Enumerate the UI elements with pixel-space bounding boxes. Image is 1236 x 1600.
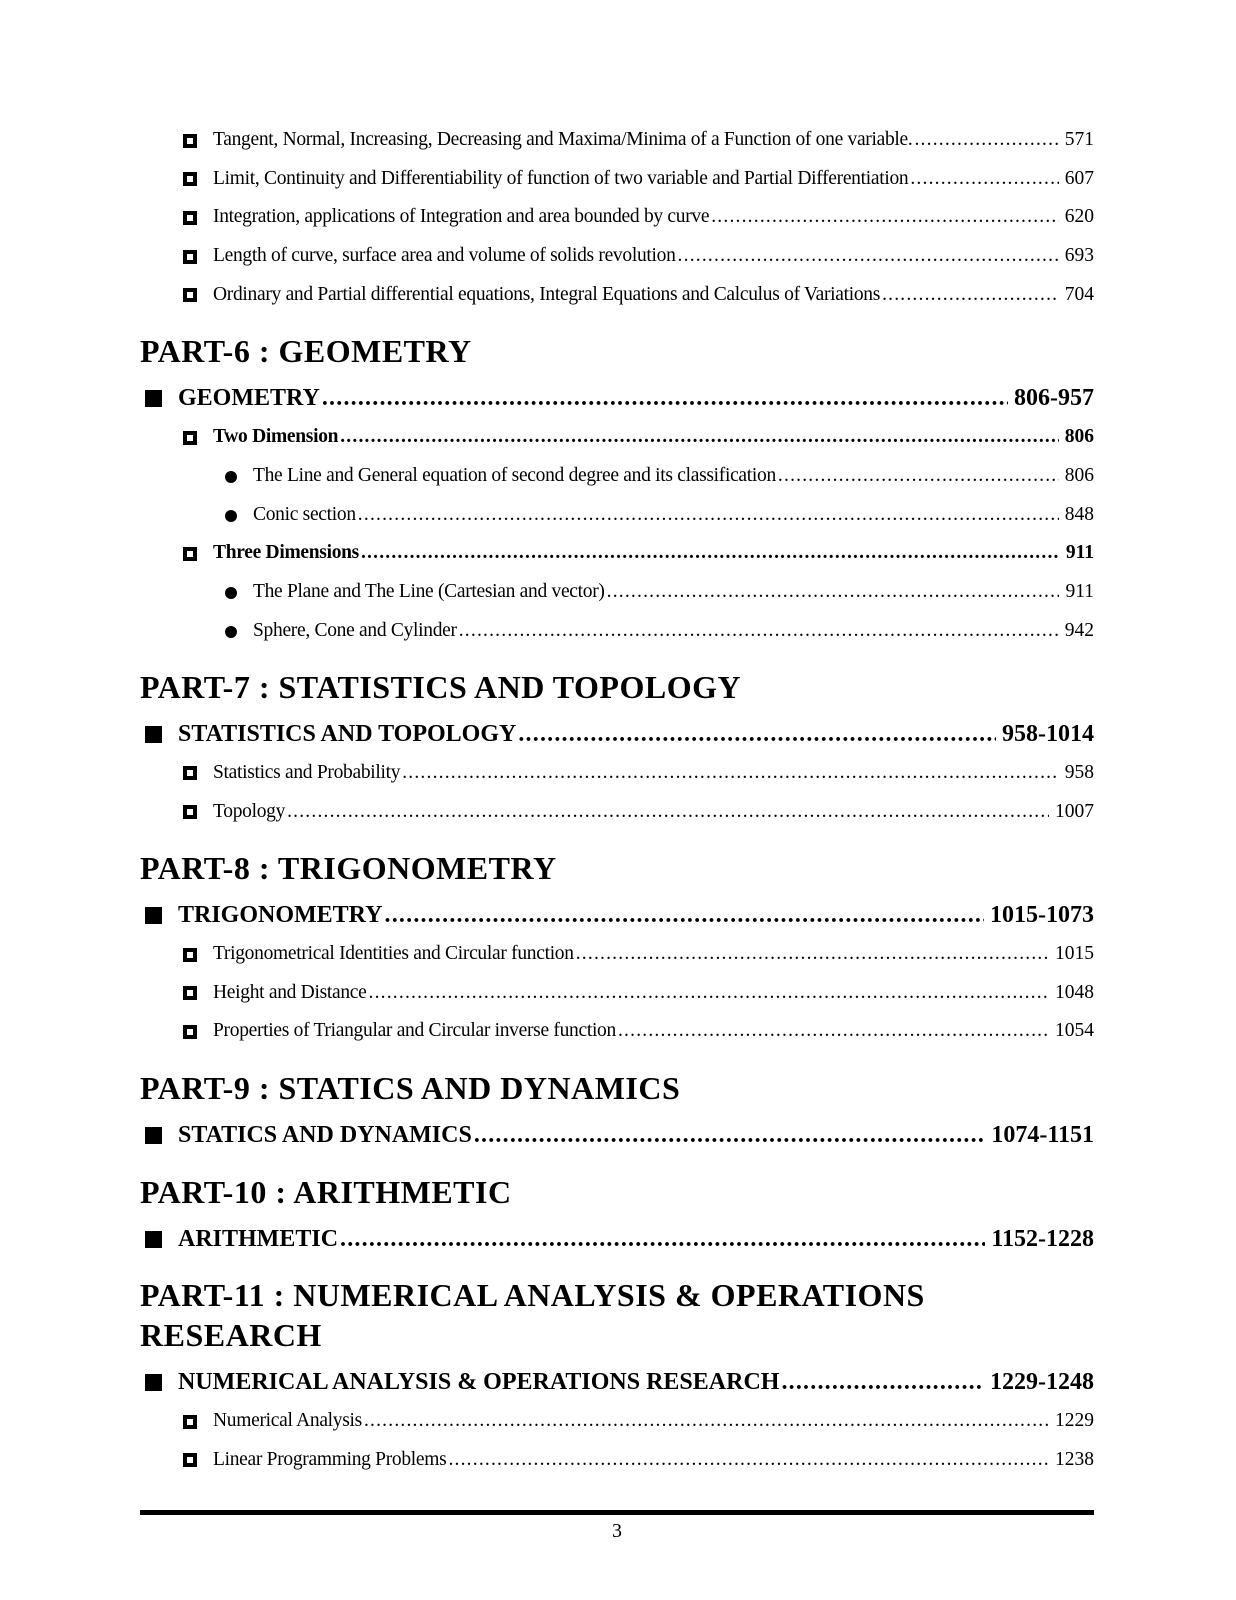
toc-entry xyxy=(140,754,1094,793)
filled-circle-bullet-icon xyxy=(225,626,237,638)
toc-entry-label: Conic section xyxy=(253,503,356,525)
toc-entry-label: TRIGONOMETRY xyxy=(178,902,383,929)
dot-leader xyxy=(459,612,1059,651)
square-outline-bullet-icon xyxy=(183,1453,197,1467)
toc-entry-page: 1015-1073 xyxy=(990,902,1094,929)
toc-entry-label: Numerical Analysis xyxy=(213,1410,362,1432)
square-outline-bullet-icon xyxy=(183,986,197,1000)
toc-entry xyxy=(140,715,1094,754)
page-number: 3 xyxy=(612,1519,622,1542)
toc-entry-label: Length of curve, surface area and volume of solids revolution xyxy=(213,245,676,267)
toc-entry-page: 806 xyxy=(1064,426,1094,448)
square-outline-bullet-icon xyxy=(183,1025,197,1039)
dot-leader xyxy=(910,160,1058,199)
toc-entry-page: 911 xyxy=(1065,580,1094,602)
toc-entry xyxy=(140,276,1094,315)
toc-entry-label: Limit, Continuity and Differentiability of function of two variable and Partial Differentiation xyxy=(213,167,909,189)
toc-entry-page: 1007 xyxy=(1055,800,1094,822)
dot-leader xyxy=(474,1116,986,1155)
toc-entry-page: 693 xyxy=(1064,245,1094,267)
part-heading: PART-6 : GEOMETRY xyxy=(140,333,472,370)
dot-leader xyxy=(385,896,984,935)
dot-leader xyxy=(364,1402,1049,1441)
square-outline-bullet-icon xyxy=(183,766,197,780)
part-heading: PART-8 : TRIGONOMETRY xyxy=(140,850,557,887)
toc-entry-label: The Line and General equation of second degree and its classification xyxy=(253,464,776,486)
dot-leader xyxy=(402,754,1059,793)
dot-leader xyxy=(781,1363,984,1402)
dot-leader xyxy=(322,379,1008,418)
toc-entry xyxy=(140,379,1094,418)
square-outline-bullet-icon xyxy=(183,948,197,962)
toc-entry-label: Two Dimension xyxy=(213,426,339,448)
toc-entry-label: Properties of Triangular and Circular inverse function xyxy=(213,1020,616,1042)
toc-sections xyxy=(140,121,1094,1480)
toc-entry xyxy=(140,496,1094,535)
filled-square-bullet-icon xyxy=(145,726,162,743)
part-heading: PART-7 : STATISTICS AND TOPOLOGY xyxy=(140,669,742,706)
dot-leader xyxy=(340,418,1059,457)
dot-leader xyxy=(618,1012,1049,1051)
toc-entry-label: Three Dimensions xyxy=(213,542,359,564)
toc-entry-label: The Plane and The Line (Cartesian and vector) xyxy=(253,580,605,602)
toc-entry xyxy=(140,1441,1094,1480)
dot-leader xyxy=(361,534,1060,573)
square-outline-bullet-icon xyxy=(183,250,197,264)
toc-entry-page: 1054 xyxy=(1055,1020,1094,1042)
toc-entry xyxy=(140,237,1094,276)
square-outline-bullet-icon xyxy=(183,134,197,148)
toc-entry-label: Height and Distance xyxy=(213,981,367,1003)
toc-entry xyxy=(140,793,1094,832)
toc-entry-label: Topology xyxy=(213,800,286,822)
square-outline-bullet-icon xyxy=(183,288,197,302)
toc-entry-label: STATICS AND DYNAMICS xyxy=(178,1122,472,1149)
toc-entry-label: NUMERICAL ANALYSIS & OPERATIONS RESEARCH xyxy=(178,1369,780,1396)
toc-entry-page: 1152-1228 xyxy=(991,1225,1094,1252)
toc-entry-page: 620 xyxy=(1064,206,1094,228)
part-heading: PART-9 : STATICS AND DYNAMICS xyxy=(140,1070,681,1107)
toc-entry-label: GEOMETRY xyxy=(178,385,320,412)
toc-entry xyxy=(140,1012,1094,1051)
toc-entry xyxy=(140,1363,1094,1402)
dot-leader xyxy=(358,496,1059,535)
footer-rule xyxy=(140,1510,1094,1515)
filled-circle-bullet-icon xyxy=(225,587,237,599)
dot-leader xyxy=(711,198,1059,237)
toc-entry-label: Ordinary and Partial differential equations, Integral Equations and Calculus of Variations xyxy=(213,283,881,305)
toc-entry-page: 704 xyxy=(1064,283,1094,305)
toc-entry xyxy=(140,121,1094,160)
toc-entry-page: 1048 xyxy=(1055,981,1094,1003)
dot-leader xyxy=(678,237,1059,276)
filled-square-bullet-icon xyxy=(145,907,162,924)
toc-entry xyxy=(140,198,1094,237)
filled-square-bullet-icon xyxy=(145,1374,162,1391)
dot-leader xyxy=(287,793,1049,832)
square-outline-bullet-icon xyxy=(183,172,197,186)
toc-entry xyxy=(140,896,1094,935)
toc-entry-page: 958 xyxy=(1064,761,1094,783)
toc-entry-page: 1238 xyxy=(1055,1448,1094,1470)
dot-leader xyxy=(340,1220,985,1259)
toc-entry xyxy=(140,457,1094,496)
toc-entry-page: 806 xyxy=(1064,464,1094,486)
toc-entry xyxy=(140,1402,1094,1441)
toc-entry-page: 911 xyxy=(1065,542,1094,564)
square-outline-bullet-icon xyxy=(183,211,197,225)
part-heading: PART-11 : NUMERICAL ANALYSIS & OPERATIONS RESEARCH xyxy=(140,1277,925,1354)
square-outline-bullet-icon xyxy=(183,805,197,819)
toc-entry xyxy=(140,418,1094,457)
part-heading: PART-10 : ARITHMETIC xyxy=(140,1173,512,1210)
dot-leader xyxy=(607,573,1060,612)
toc-entry xyxy=(140,935,1094,974)
toc-entry-page: 958-1014 xyxy=(1002,721,1094,748)
dot-leader xyxy=(369,974,1050,1013)
toc-entry-page: 607 xyxy=(1064,167,1094,189)
toc-entry-label: ARITHMETIC xyxy=(178,1225,339,1252)
dot-leader xyxy=(576,935,1049,974)
square-outline-bullet-icon xyxy=(183,1415,197,1429)
toc-entry-page: 848 xyxy=(1064,503,1094,525)
toc-entry-label: Statistics and Probability xyxy=(213,761,401,783)
toc-entry-page: 1074-1151 xyxy=(991,1122,1094,1149)
toc-entry xyxy=(140,1220,1094,1259)
filled-circle-bullet-icon xyxy=(225,471,237,483)
toc-entry xyxy=(140,1116,1094,1155)
toc-entry xyxy=(140,974,1094,1013)
toc-entry-page: 806-957 xyxy=(1014,385,1094,412)
toc-entry-label: Integration, applications of Integration and area bounded by curve xyxy=(213,206,710,228)
filled-square-bullet-icon xyxy=(145,1231,162,1248)
square-outline-bullet-icon xyxy=(183,547,197,561)
toc-entry-label: Sphere, Cone and Cylinder xyxy=(253,619,457,641)
filled-circle-bullet-icon xyxy=(225,510,237,522)
filled-square-bullet-icon xyxy=(145,1127,162,1144)
toc-entry-page: 1229-1248 xyxy=(990,1369,1094,1396)
toc-entry-label: Linear Programming Problems xyxy=(213,1448,447,1470)
dot-leader xyxy=(518,715,996,754)
dot-leader xyxy=(778,457,1059,496)
toc-entry-page: 1229 xyxy=(1055,1410,1094,1432)
document-page xyxy=(140,0,1094,1544)
dot-leader xyxy=(448,1441,1049,1480)
filled-square-bullet-icon xyxy=(145,390,162,407)
toc-entry-page: 571 xyxy=(1064,129,1094,150)
toc-entry-label: Tangent, Normal, Increasing, Decreasing and Maxima/Minima of a Function of one variable. xyxy=(213,129,913,150)
toc-entry-label: Trigonometrical Identities and Circular function xyxy=(213,943,574,964)
square-outline-bullet-icon xyxy=(183,431,197,445)
toc-entry-page: 942 xyxy=(1064,619,1094,641)
toc-entry xyxy=(140,573,1094,612)
toc-entry-page: 1015 xyxy=(1055,943,1094,964)
toc-entry-label: STATISTICS AND TOPOLOGY xyxy=(178,721,517,748)
toc-entry xyxy=(140,160,1094,199)
toc-entry xyxy=(140,534,1094,573)
toc-entry xyxy=(140,612,1094,651)
dot-leader xyxy=(882,276,1059,315)
dot-leader xyxy=(914,121,1058,160)
